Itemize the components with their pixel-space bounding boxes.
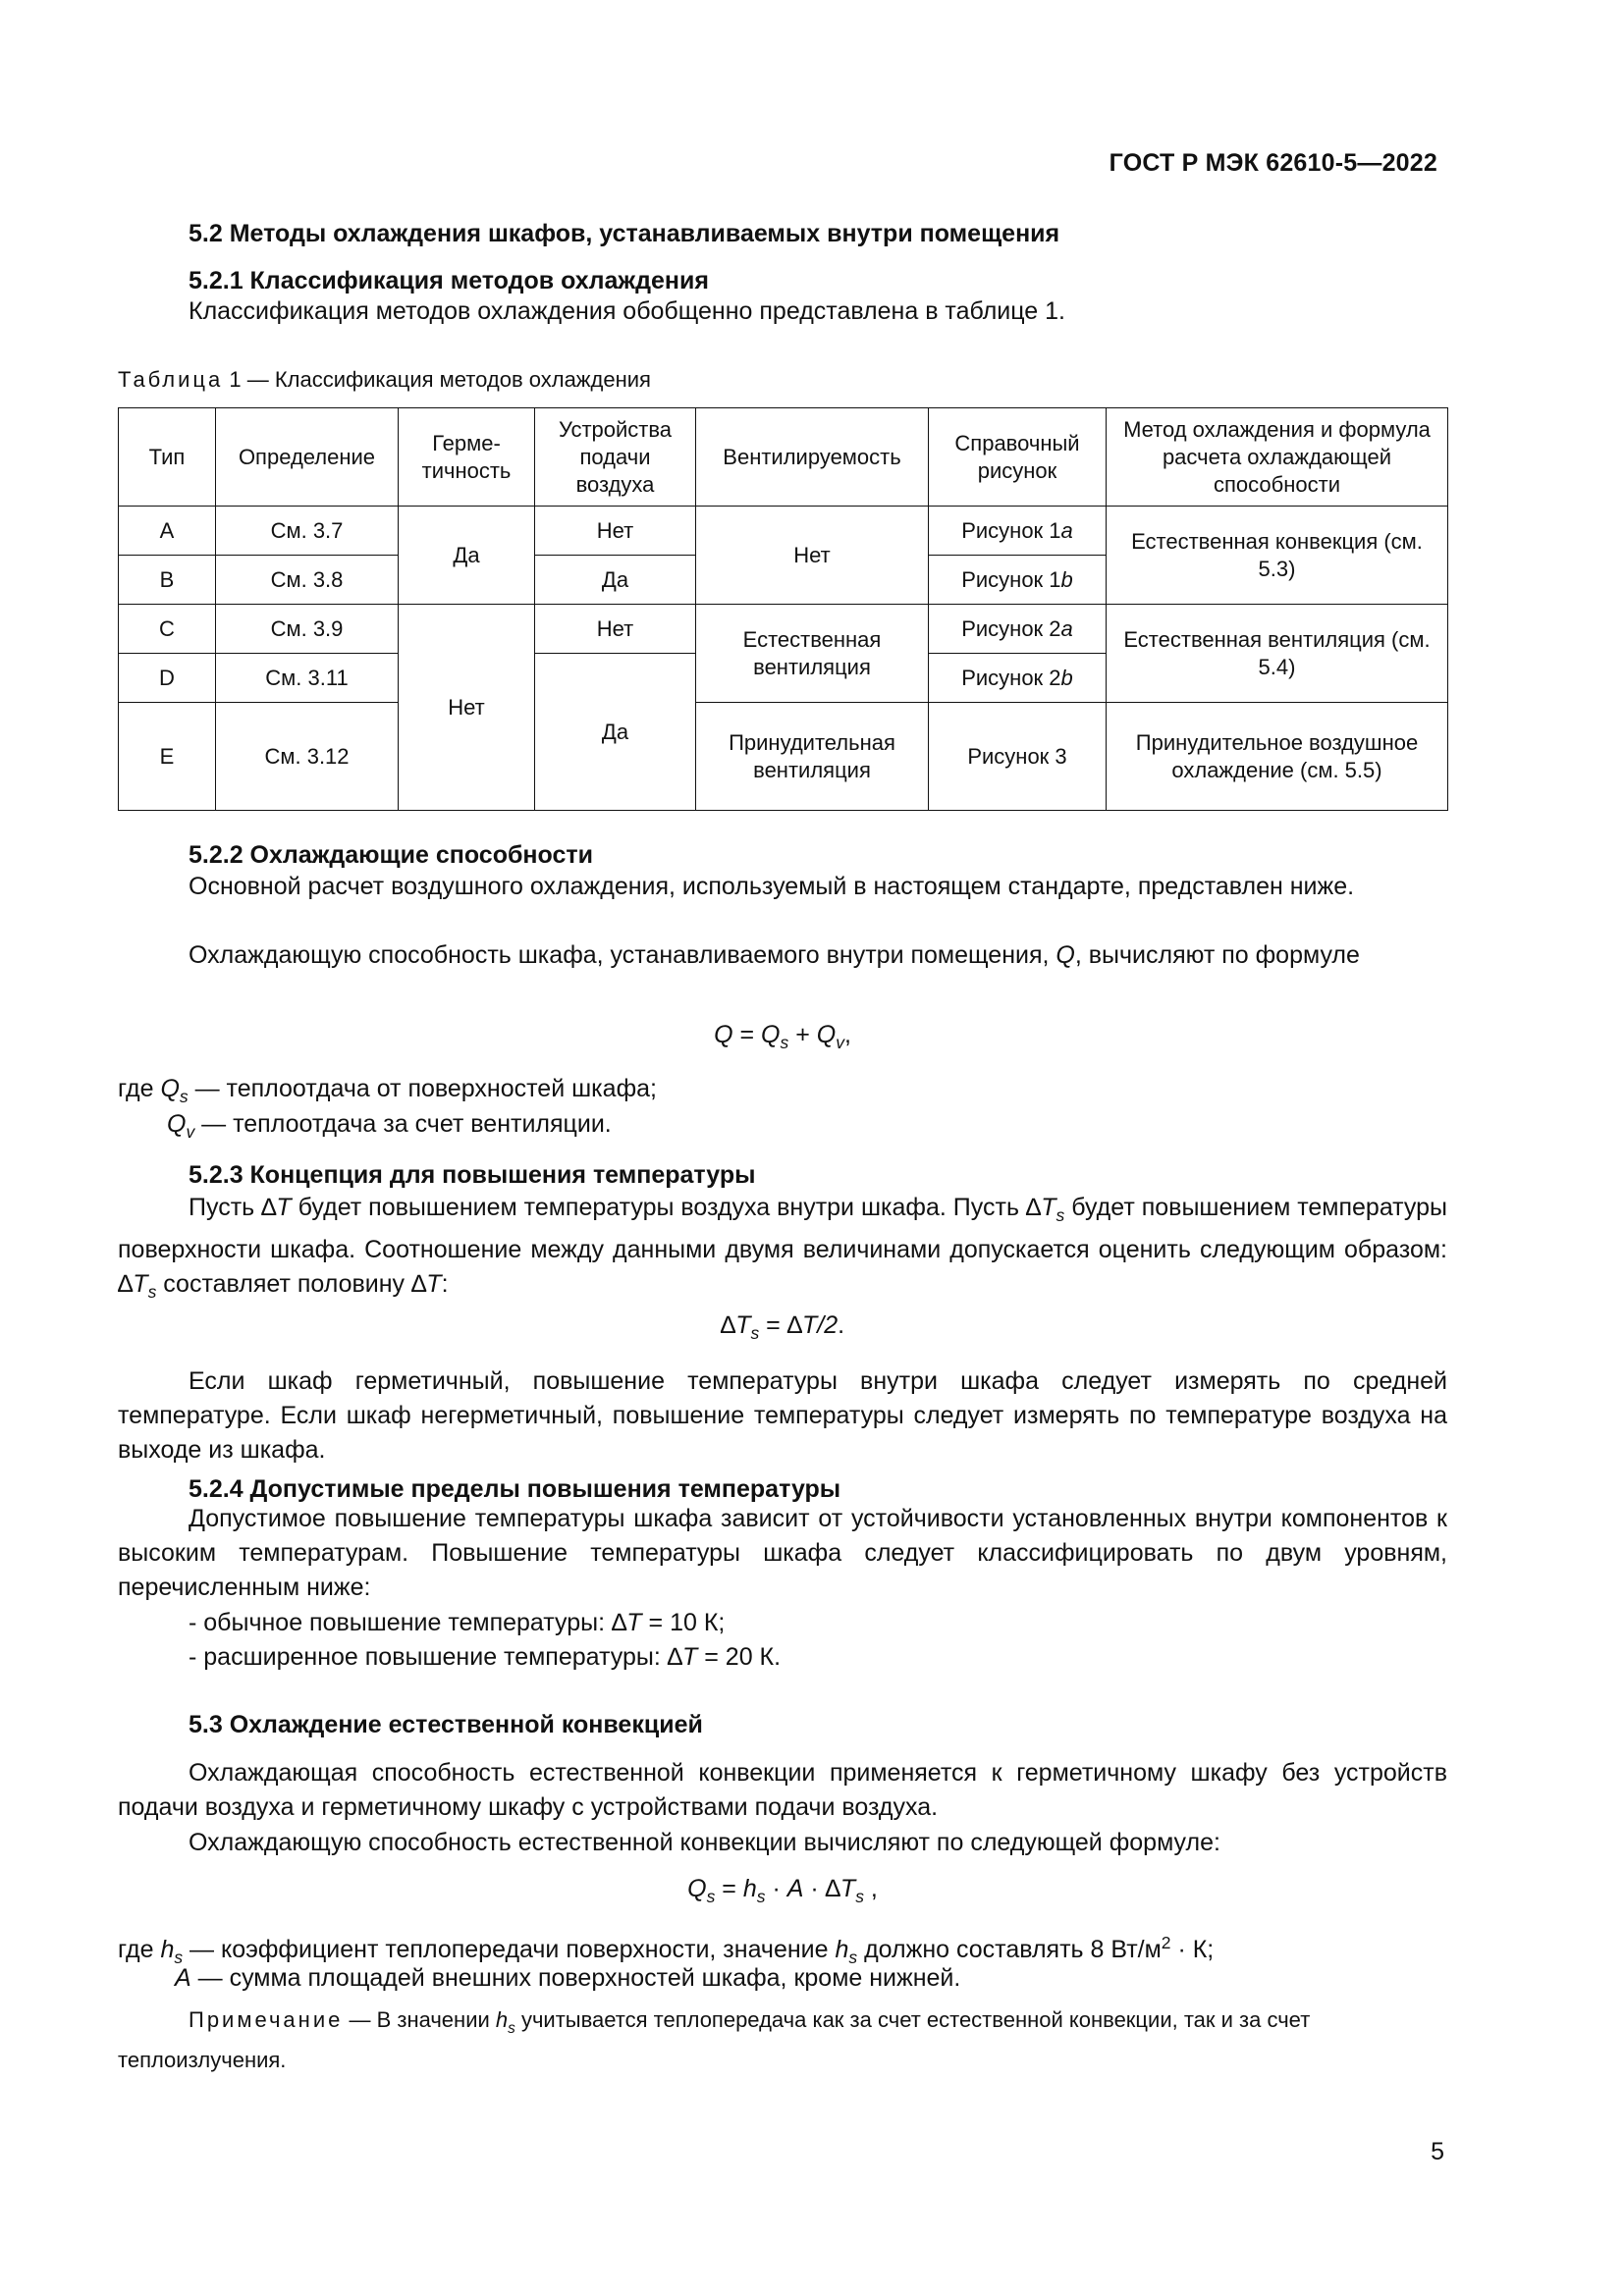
- formula-q-total: $Q = Q_s + Q_v$,: [714, 1021, 851, 1052]
- where-qv: $Q_v$ — теплоотдача за счет вентиляции.: [167, 1110, 612, 1142]
- method-cell: Естественная вентиляция (см. 5.4): [1107, 605, 1448, 703]
- header-cell: Определение: [216, 408, 399, 507]
- page-number: 5: [1431, 2138, 1444, 2165]
- definition-cell: См. 3.11: [216, 654, 399, 703]
- note: Примечание — В значении $h_s$ учитывается теплопередача как за счет естественной конвекции, так и за счет теплоизлучения.: [118, 2007, 1311, 2072]
- list-item: - обычное повышение температуры: ∆T = 10 К;: [189, 1609, 726, 1636]
- air-supply-cell: Нет: [535, 605, 696, 654]
- figure-cell: Рисунок 3: [929, 703, 1107, 811]
- method-cell: Принудительное воздушное охлаждение (см. 5.5): [1107, 703, 1448, 811]
- document-code: ГОСТ Р МЭК 62610-5—2022: [1109, 149, 1437, 177]
- figure-cell: Рисунок 1b: [929, 556, 1107, 605]
- table-row: [119, 605, 1448, 654]
- where-qs: где $Q_s$ — теплоотдача от поверхностей шкафа;: [118, 1075, 657, 1106]
- section-5-2-3-p1: Пусть ∆T будет повышением температуры воздуха внутри шкафа. Пусть $\Delta T_s$ будет повышением температуры поверхности шкафа. Соотношение между данными двумя величинами допускается оценить следующим образом: $\Delta T_s$ составляет половину ∆T:: [118, 1194, 1447, 1302]
- figure-cell: Рисунок 1a: [929, 507, 1107, 556]
- figure-cell: Рисунок 2a: [929, 605, 1107, 654]
- formula-delta-ts: $\Delta T_s = \Delta T/2$.: [720, 1311, 845, 1343]
- type-cell: C: [119, 605, 216, 654]
- header-cell: Устройства подачи воздуха: [535, 408, 696, 507]
- type-cell: A: [119, 507, 216, 556]
- where-hs: где $h_s$ — коэффициент теплопередачи поверхности, значение $h_s$ должно составлять 8 $Вт/м^2 \cdot К$;: [118, 1933, 1215, 1967]
- header-cell: Справочный рисунок: [929, 408, 1107, 507]
- definition-cell: См. 3.12: [216, 703, 399, 811]
- classification-table: [118, 407, 1448, 811]
- section-5-2-3-p2: Если шкаф герметичный, повышение температуры внутри шкафа следует измерять по средней температуре. Если шкаф негерметичный, повышение температуры следует измерять по температуре воздуха на выходе из шкафа.: [118, 1367, 1447, 1464]
- ventilation-cell: Нет: [696, 507, 929, 605]
- section-5-2-title: 5.2 Методы охлаждения шкафов, устанавливаемых внутри помещения: [189, 220, 1060, 247]
- section-5-2-4-p1: Допустимое повышение температуры шкафа зависит от устойчивости установленных внутри компонентов к высоким температурам. Повышение температуры шкафа следует классифицировать по двум уровням, перечисленным ниже:: [118, 1505, 1447, 1601]
- header-cell: Вентилируемость: [696, 408, 929, 507]
- tightness-cell: Нет: [399, 605, 535, 811]
- table-header-row: [119, 408, 1448, 507]
- section-5-2-1-title: 5.2.1 Классификация методов охлаждения: [189, 267, 709, 294]
- section-5-3-title: 5.3 Охлаждение естественной конвекцией: [189, 1711, 703, 1738]
- air-supply-cell: Да: [535, 556, 696, 605]
- figure-cell: Рисунок 2b: [929, 654, 1107, 703]
- ventilation-cell: Принудительная вентиляция: [696, 703, 929, 811]
- method-cell: Естественная конвекция (см. 5.3): [1107, 507, 1448, 605]
- tightness-cell: Да: [399, 507, 535, 605]
- header-cell: Герме-тичность: [399, 408, 535, 507]
- list-item: - расширенное повышение температуры: ∆T = 20 К.: [189, 1643, 782, 1671]
- section-5-2-2-title: 5.2.2 Охлаждающие способности: [189, 841, 593, 869]
- section-5-2-1-text: Классификация методов охлаждения обобщенно представлена в таблице 1.: [189, 297, 1065, 325]
- header-cell: Тип: [119, 408, 216, 507]
- definition-cell: См. 3.7: [216, 507, 399, 556]
- section-5-2-3-title: 5.2.3 Концепция для повышения температуры: [189, 1161, 756, 1189]
- air-supply-cell: Нет: [535, 507, 696, 556]
- table-row: [119, 703, 1448, 811]
- type-cell: E: [119, 703, 216, 811]
- section-5-2-4-title: 5.2.4 Допустимые пределы повышения температуры: [189, 1475, 841, 1503]
- where-a: A — сумма площадей внешних поверхностей шкафа, кроме нижней.: [175, 1964, 961, 1992]
- air-supply-cell: Да: [535, 654, 696, 811]
- formula-qs: $Q_s = h_s \cdot A \cdot \Delta T_s$ ,: [687, 1875, 878, 1906]
- section-5-3-p1: Охлаждающая способность естественной конвекции применяется к герметичному шкафу без устройств подачи воздуха и герметичному шкафу с устройствами подачи воздуха.: [118, 1759, 1447, 1821]
- header-cell: Метод охлаждения и формула расчета охлаждающей способности: [1107, 408, 1448, 507]
- section-5-2-2-p1: Основной расчет воздушного охлаждения, используемый в настоящем стандарте, представлен ниже.: [189, 873, 1355, 900]
- type-cell: D: [119, 654, 216, 703]
- ventilation-cell: Естественная вентиляция: [696, 605, 929, 703]
- section-5-2-2-p2: Охлаждающую способность шкафа, устанавливаемого внутри помещения, Q, вычисляют по формуле: [189, 941, 1360, 969]
- table-caption: Таблица 1 — Классификация методов охлаждения: [118, 367, 651, 392]
- table-row: [119, 507, 1448, 556]
- definition-cell: См. 3.9: [216, 605, 399, 654]
- type-cell: B: [119, 556, 216, 605]
- definition-cell: См. 3.8: [216, 556, 399, 605]
- section-5-3-p2: Охлаждающую способность естественной конвекции вычисляют по следующей формуле:: [189, 1829, 1220, 1856]
